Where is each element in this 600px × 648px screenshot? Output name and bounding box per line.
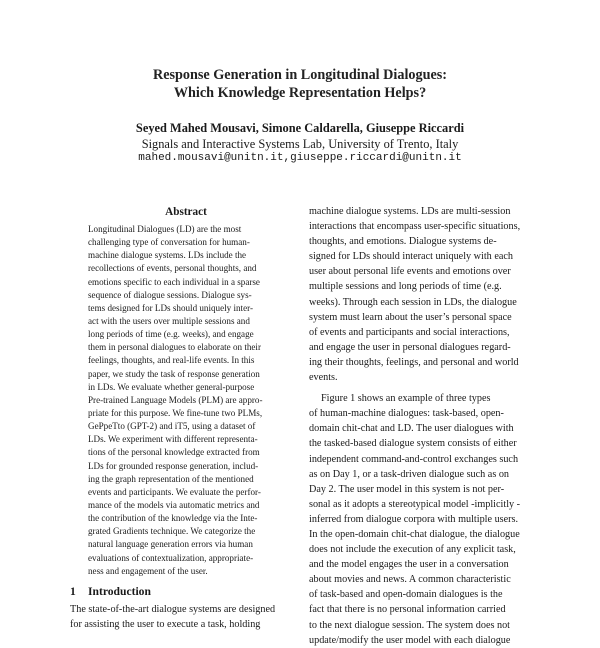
text-line: ing the graph representation of the mentioned	[88, 473, 254, 484]
text-line: tems designed for LDs should uniquely inter-	[88, 302, 253, 313]
text-line: In the open-domain chit-chat dialogue, the dialogue	[309, 528, 520, 540]
text-line: domain chit-chat and LD. The user dialogues with	[309, 423, 514, 435]
text-line: to the next dialogue session. The system does not	[309, 619, 510, 631]
text-line: them in personal dialogues to elaborate on their	[88, 342, 261, 353]
text-line: in LDs. We evaluate whether general-purpose	[88, 381, 255, 392]
text-line: the tasked-based dialogue system consists of either	[309, 438, 517, 450]
text-line: LDs. We experiment with different representa-	[88, 434, 258, 445]
text-line: of task-based and open-domain dialogues is the	[309, 589, 503, 601]
section-title: Introduction	[88, 585, 151, 598]
text-line: sequence of dialogue sessions. Dialogue sys-	[88, 289, 252, 300]
abstract-heading: Abstract	[165, 206, 207, 218]
text-line: inferred from dialogue corpora with multiple users.	[309, 513, 519, 525]
text-line: challenging type of conversation for human-	[88, 237, 250, 248]
text-line: grated Gradients technique. We categorize the	[88, 526, 256, 537]
text-line: about movies and news. A common characteristic	[309, 574, 511, 586]
text-line: Day 2. The user model in this system is not per-	[309, 483, 505, 495]
text-line: interactions that encompass user-specific situations,	[309, 221, 521, 233]
text-line: events.	[309, 372, 338, 384]
text-line: events and participants. We evaluate the perfor-	[88, 486, 261, 497]
text-line: paper, we study the task of response generation	[88, 368, 260, 379]
author-list: Seyed Mahed Mousavi, Simone Caldarella, Giuseppe Riccardi	[135, 121, 465, 135]
text-line: Figure 1 shows an example of three types	[321, 393, 491, 405]
paragraph-2	[309, 391, 535, 648]
text-line: ing their thoughts, feelings, and personal and world	[309, 356, 519, 368]
text-line: fact that there is no personal information carried	[309, 604, 506, 616]
text-line: thoughts, and emotions. Dialogue systems de-	[309, 236, 497, 248]
text-line: as on Day 1, or a task-driven dialogue such as on	[309, 468, 510, 480]
text-line: Pre-trained Language Models (PLM) are appro-	[88, 394, 263, 405]
text-line: and the model engages the user in a conversation	[309, 559, 509, 571]
section-number: 1	[70, 585, 76, 598]
text-line: system must learn about the user’s personal space	[309, 311, 512, 323]
text-line: sonal as it adopts a stereotypical model -implicitly -	[309, 498, 521, 510]
affiliation: Signals and Interactive Systems Lab, University of Trento, Italy	[141, 137, 459, 151]
text-line: of events and participants and social interactions,	[309, 326, 510, 338]
introduction-text-left	[70, 602, 300, 632]
text-line: user about personal life events and emotions over	[309, 266, 511, 278]
text-line: machine dialogue systems. LDs include the	[88, 250, 247, 261]
text-line: the contribution of the knowledge via the Inte-	[88, 513, 258, 524]
text-line: natural language generation errors via human	[88, 539, 253, 550]
text-line: multiple sessions and long periods of time (e.g.	[309, 281, 502, 293]
text-line: tions of the personal knowledge extracted from	[88, 447, 260, 458]
text-line: The state-of-the-art dialogue systems are designed	[70, 604, 276, 615]
section-heading-introduction	[70, 585, 151, 598]
text-line: feelings, thoughts, and real-life events. In this	[88, 355, 255, 366]
text-line: priate for this purpose. We fine-tune two PLMs,	[88, 407, 263, 418]
text-line: does not include the execution of any explicit task,	[309, 544, 516, 556]
title-line: Which Knowledge Representation Helps?	[173, 85, 427, 101]
text-line: long periods of time (e.g. weeks), and engage	[88, 329, 254, 340]
paragraph-1	[309, 204, 535, 385]
text-line: weeks). Through each session in LDs, the dialogue	[309, 296, 517, 308]
text-line: LDs for grounded response generation, includ-	[88, 460, 259, 471]
text-line: signed for LDs should interact uniquely with each	[309, 251, 513, 263]
author-emails: mahed.mousavi@unitn.it,giuseppe.riccardi@unitn.it	[138, 152, 462, 164]
text-line: mance of the models via automatic metrics and	[88, 499, 260, 510]
text-line: ness and engagement of the user.	[88, 565, 208, 576]
text-line: emotions specific to each individual in a sparse	[88, 276, 260, 287]
text-line: act with the users over multiple sessions and	[88, 315, 250, 326]
text-line: independent command-and-control exchanges such	[309, 453, 519, 465]
paper-title	[0, 66, 600, 102]
text-line: recollections of events, personal thoughts, and	[88, 263, 257, 274]
title-line: Response Generation in Longitudinal Dialogues:	[152, 67, 448, 83]
text-line: update/modify the user model with each dialogue	[309, 634, 511, 646]
text-line: machine dialogue systems. LDs are multi-session	[309, 206, 511, 217]
text-line: for assisting the user to execute a task, holding	[70, 619, 261, 631]
text-line: Longitudinal Dialogues (LD) are the most	[88, 224, 242, 234]
text-line: evaluations of contextualization, appropriate-	[88, 552, 254, 563]
text-line: and engage the user in personal dialogues regard-	[309, 341, 511, 353]
text-line: of human-machine dialogues: task-based, open-	[309, 408, 504, 420]
text-line: GePpeTto (GPT-2) and iT5, using a dataset of	[88, 421, 256, 432]
abstract-body	[88, 223, 288, 578]
right-column	[309, 204, 535, 648]
